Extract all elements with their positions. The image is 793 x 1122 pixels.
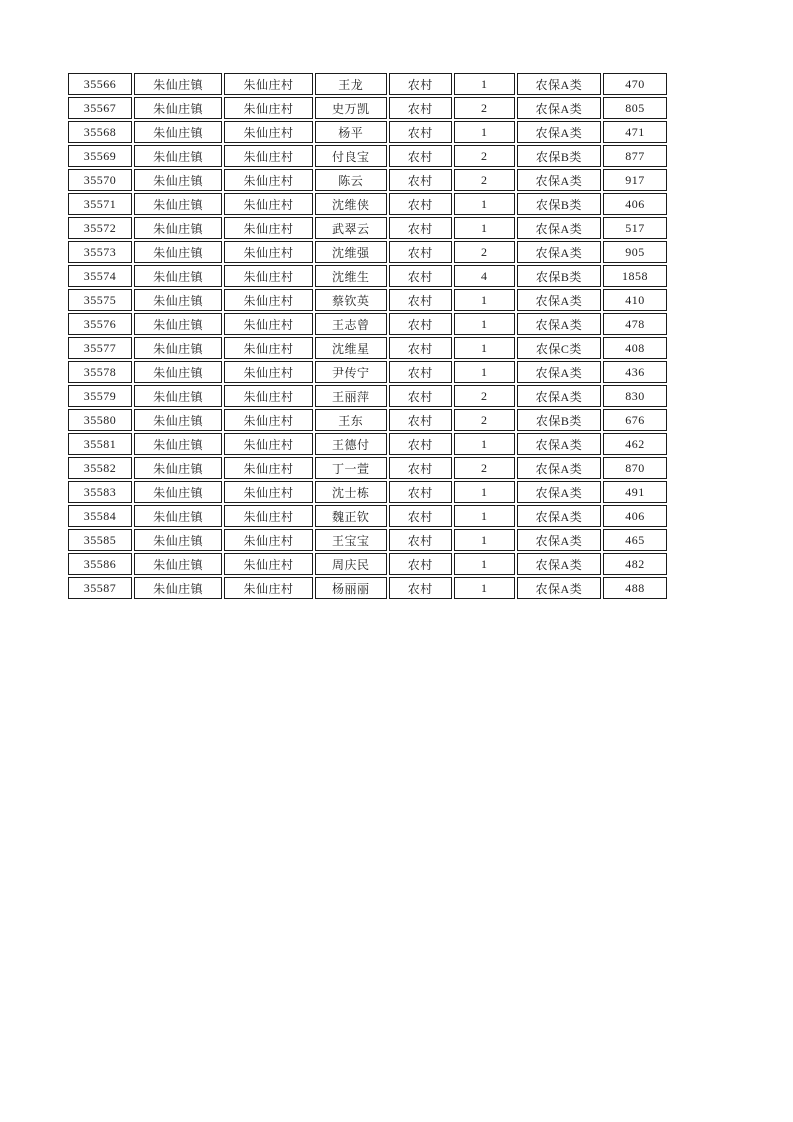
cell-town: 朱仙庄镇 [134,217,222,239]
cell-town: 朱仙庄镇 [134,289,222,311]
table-row [68,289,667,311]
cell-amount: 465 [603,529,667,551]
cell-insurance_type: 农保A类 [517,553,601,575]
cell-town: 朱仙庄镇 [134,361,222,383]
cell-insurance_type: 农保A类 [517,385,601,407]
cell-amount: 482 [603,553,667,575]
cell-insurance_type: 农保A类 [517,289,601,311]
cell-serial: 35586 [68,553,132,575]
cell-category: 农村 [389,577,452,599]
cell-serial: 35567 [68,97,132,119]
table-row [68,169,667,191]
cell-category: 农村 [389,385,452,407]
cell-insurance_type: 农保A类 [517,577,601,599]
cell-serial: 35582 [68,457,132,479]
cell-category: 农村 [389,145,452,167]
table-row [68,97,667,119]
cell-insurance_type: 农保A类 [517,433,601,455]
table-row [68,481,667,503]
cell-insurance_type: 农保A类 [517,361,601,383]
cell-village: 朱仙庄村 [224,217,312,239]
cell-count: 1 [454,505,515,527]
cell-serial: 35570 [68,169,132,191]
cell-town: 朱仙庄镇 [134,457,222,479]
table-row [68,241,667,263]
cell-village: 朱仙庄村 [224,241,312,263]
cell-count: 1 [454,361,515,383]
cell-amount: 406 [603,193,667,215]
cell-count: 2 [454,409,515,431]
cell-count: 4 [454,265,515,287]
cell-town: 朱仙庄镇 [134,265,222,287]
cell-name: 王丽萍 [315,385,387,407]
cell-insurance_type: 农保A类 [517,169,601,191]
cell-village: 朱仙庄村 [224,121,312,143]
cell-serial: 35587 [68,577,132,599]
cell-serial: 35571 [68,193,132,215]
cell-name: 蔡钦英 [315,289,387,311]
cell-town: 朱仙庄镇 [134,313,222,335]
cell-amount: 410 [603,289,667,311]
cell-amount: 406 [603,505,667,527]
cell-serial: 35575 [68,289,132,311]
table-row [68,145,667,167]
cell-insurance_type: 农保A类 [517,313,601,335]
cell-amount: 870 [603,457,667,479]
cell-insurance_type: 农保A类 [517,97,601,119]
cell-category: 农村 [389,337,452,359]
cell-serial: 35577 [68,337,132,359]
cell-serial: 35583 [68,481,132,503]
record-table-body [68,73,667,599]
cell-village: 朱仙庄村 [224,313,312,335]
cell-town: 朱仙庄镇 [134,529,222,551]
cell-insurance_type: 农保A类 [517,505,601,527]
cell-amount: 478 [603,313,667,335]
cell-amount: 917 [603,169,667,191]
cell-village: 朱仙庄村 [224,409,312,431]
table-row [68,73,667,95]
cell-name: 沈维生 [315,265,387,287]
cell-category: 农村 [389,553,452,575]
cell-serial: 35573 [68,241,132,263]
cell-serial: 35585 [68,529,132,551]
cell-insurance_type: 农保A类 [517,457,601,479]
cell-amount: 877 [603,145,667,167]
cell-name: 沈维星 [315,337,387,359]
cell-count: 1 [454,193,515,215]
cell-name: 陈云 [315,169,387,191]
cell-village: 朱仙庄村 [224,73,312,95]
cell-serial: 35581 [68,433,132,455]
cell-town: 朱仙庄镇 [134,505,222,527]
cell-village: 朱仙庄村 [224,145,312,167]
cell-category: 农村 [389,361,452,383]
cell-amount: 491 [603,481,667,503]
cell-amount: 830 [603,385,667,407]
cell-name: 尹传宁 [315,361,387,383]
cell-count: 1 [454,481,515,503]
cell-village: 朱仙庄村 [224,385,312,407]
cell-town: 朱仙庄镇 [134,409,222,431]
cell-category: 农村 [389,313,452,335]
cell-insurance_type: 农保A类 [517,73,601,95]
cell-insurance_type: 农保B类 [517,193,601,215]
cell-town: 朱仙庄镇 [134,577,222,599]
cell-count: 1 [454,337,515,359]
table-row [68,433,667,455]
cell-category: 农村 [389,505,452,527]
cell-name: 魏正钦 [315,505,387,527]
table-row [68,121,667,143]
cell-amount: 471 [603,121,667,143]
cell-serial: 35579 [68,385,132,407]
cell-town: 朱仙庄镇 [134,73,222,95]
cell-town: 朱仙庄镇 [134,385,222,407]
cell-amount: 517 [603,217,667,239]
cell-serial: 35584 [68,505,132,527]
cell-count: 1 [454,529,515,551]
cell-count: 2 [454,97,515,119]
cell-count: 2 [454,145,515,167]
cell-name: 王东 [315,409,387,431]
cell-serial: 35574 [68,265,132,287]
cell-village: 朱仙庄村 [224,337,312,359]
cell-insurance_type: 农保B类 [517,265,601,287]
cell-category: 农村 [389,457,452,479]
table-row [68,361,667,383]
cell-insurance_type: 农保A类 [517,241,601,263]
cell-category: 农村 [389,121,452,143]
cell-name: 沈维强 [315,241,387,263]
record-table [66,71,669,601]
cell-name: 杨丽丽 [315,577,387,599]
cell-category: 农村 [389,73,452,95]
cell-serial: 35576 [68,313,132,335]
cell-count: 1 [454,553,515,575]
cell-town: 朱仙庄镇 [134,241,222,263]
cell-serial: 35569 [68,145,132,167]
cell-village: 朱仙庄村 [224,577,312,599]
table-row [68,313,667,335]
cell-category: 农村 [389,433,452,455]
cell-category: 农村 [389,481,452,503]
cell-town: 朱仙庄镇 [134,121,222,143]
cell-insurance_type: 农保A类 [517,529,601,551]
cell-count: 2 [454,169,515,191]
cell-category: 农村 [389,265,452,287]
cell-village: 朱仙庄村 [224,553,312,575]
cell-amount: 470 [603,73,667,95]
cell-name: 王志曾 [315,313,387,335]
table-row [68,553,667,575]
cell-category: 农村 [389,529,452,551]
cell-count: 1 [454,121,515,143]
cell-village: 朱仙庄村 [224,505,312,527]
cell-count: 1 [454,217,515,239]
table-row [68,505,667,527]
cell-count: 2 [454,385,515,407]
cell-amount: 905 [603,241,667,263]
table-row [68,577,667,599]
cell-town: 朱仙庄镇 [134,337,222,359]
cell-category: 农村 [389,169,452,191]
table-row [68,337,667,359]
cell-town: 朱仙庄镇 [134,97,222,119]
table-row [68,217,667,239]
cell-village: 朱仙庄村 [224,193,312,215]
cell-serial: 35566 [68,73,132,95]
cell-amount: 462 [603,433,667,455]
cell-village: 朱仙庄村 [224,529,312,551]
cell-town: 朱仙庄镇 [134,553,222,575]
cell-count: 1 [454,577,515,599]
cell-name: 付良宝 [315,145,387,167]
cell-town: 朱仙庄镇 [134,145,222,167]
cell-town: 朱仙庄镇 [134,481,222,503]
cell-name: 丁一萱 [315,457,387,479]
cell-amount: 436 [603,361,667,383]
cell-serial: 35580 [68,409,132,431]
cell-name: 王宝宝 [315,529,387,551]
cell-village: 朱仙庄村 [224,481,312,503]
cell-serial: 35572 [68,217,132,239]
cell-name: 沈维侠 [315,193,387,215]
cell-name: 杨平 [315,121,387,143]
cell-insurance_type: 农保A类 [517,481,601,503]
cell-serial: 35568 [68,121,132,143]
cell-name: 周庆民 [315,553,387,575]
cell-amount: 488 [603,577,667,599]
cell-category: 农村 [389,193,452,215]
cell-count: 2 [454,457,515,479]
cell-count: 1 [454,433,515,455]
cell-village: 朱仙庄村 [224,457,312,479]
cell-name: 王龙 [315,73,387,95]
cell-insurance_type: 农保B类 [517,409,601,431]
cell-count: 1 [454,73,515,95]
cell-insurance_type: 农保A类 [517,121,601,143]
cell-count: 1 [454,313,515,335]
table-row [68,193,667,215]
cell-amount: 408 [603,337,667,359]
cell-amount: 676 [603,409,667,431]
cell-insurance_type: 农保B类 [517,145,601,167]
cell-count: 1 [454,289,515,311]
cell-town: 朱仙庄镇 [134,169,222,191]
cell-village: 朱仙庄村 [224,169,312,191]
cell-serial: 35578 [68,361,132,383]
cell-name: 史万凯 [315,97,387,119]
table-row [68,529,667,551]
cell-name: 武翠云 [315,217,387,239]
cell-amount: 805 [603,97,667,119]
cell-town: 朱仙庄镇 [134,193,222,215]
cell-count: 2 [454,241,515,263]
cell-category: 农村 [389,409,452,431]
cell-category: 农村 [389,289,452,311]
table-row [68,385,667,407]
cell-insurance_type: 农保A类 [517,217,601,239]
cell-category: 农村 [389,97,452,119]
cell-category: 农村 [389,217,452,239]
table-row [68,265,667,287]
cell-village: 朱仙庄村 [224,433,312,455]
cell-town: 朱仙庄镇 [134,433,222,455]
cell-name: 沈士栋 [315,481,387,503]
table-row [68,457,667,479]
cell-amount: 1858 [603,265,667,287]
table-row [68,409,667,431]
cell-village: 朱仙庄村 [224,265,312,287]
cell-village: 朱仙庄村 [224,97,312,119]
cell-insurance_type: 农保C类 [517,337,601,359]
cell-village: 朱仙庄村 [224,289,312,311]
cell-category: 农村 [389,241,452,263]
cell-village: 朱仙庄村 [224,361,312,383]
cell-name: 王德付 [315,433,387,455]
